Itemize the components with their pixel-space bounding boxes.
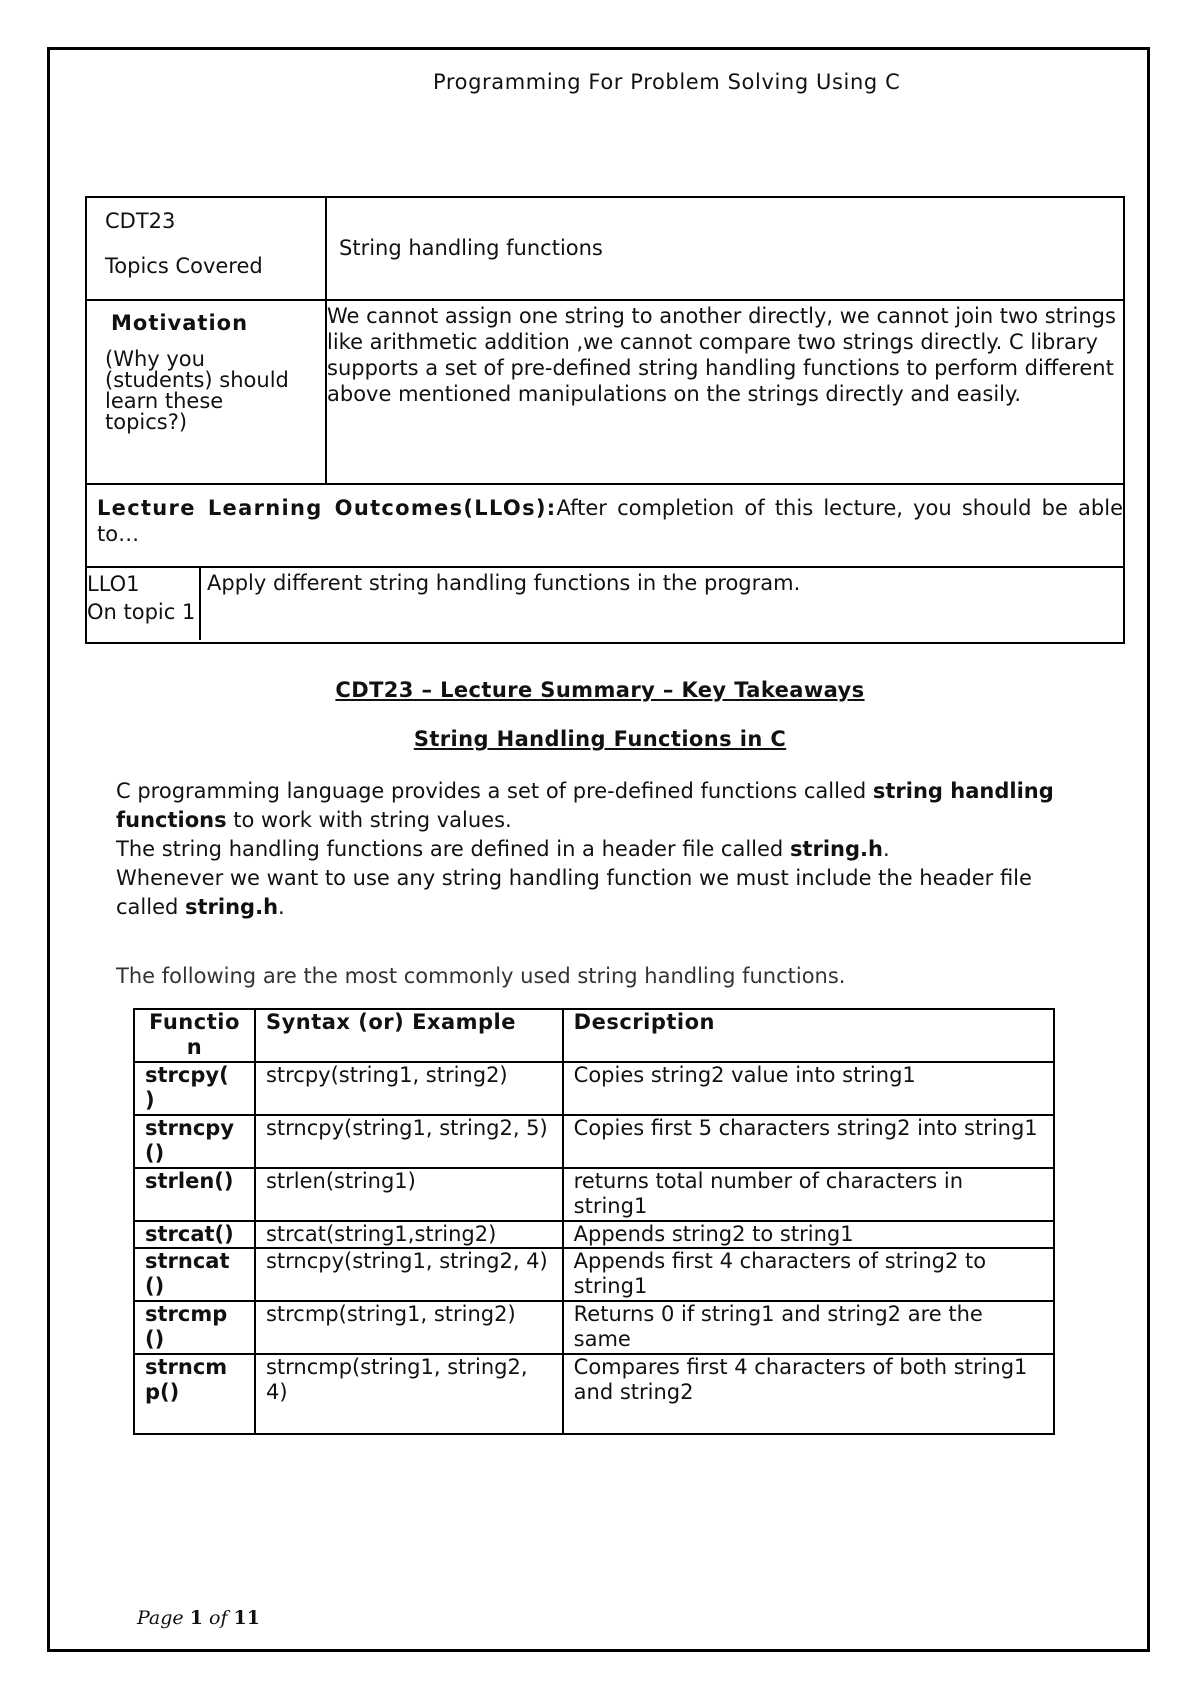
function-name: strcmp () <box>134 1301 255 1354</box>
code-cell <box>86 197 326 300</box>
intro-p2-bold: string.h <box>789 837 883 861</box>
table-header-row <box>134 1009 1054 1062</box>
footer-page-number: 1 <box>189 1607 203 1629</box>
llo1-label-cell <box>87 568 201 640</box>
intro-p3-a: Whenever we want to use any string handling function we must include the header file called <box>116 866 1032 919</box>
function-description: Compares first 4 characters of both string1 and string2 <box>563 1354 1054 1434</box>
lecture-info-table <box>85 196 1125 644</box>
function-name: strncpy () <box>134 1115 255 1168</box>
header-description: Description <box>563 1009 1054 1062</box>
intro-p1-b: to work with string values. <box>226 808 512 832</box>
function-name: strcat() <box>134 1221 255 1248</box>
llo1-row <box>86 567 1124 643</box>
function-syntax: strcat(string1,string2) <box>255 1221 563 1248</box>
table-row <box>134 1354 1054 1434</box>
function-name: strcpy( ) <box>134 1062 255 1115</box>
llo-heading <box>87 485 1123 547</box>
function-description: Copies first 5 characters string2 into string1 <box>563 1115 1054 1168</box>
llo1-label-line2: On topic 1 <box>87 600 196 624</box>
intro-p3-b: . <box>278 895 285 919</box>
motivation-label-cell <box>86 300 326 484</box>
document-title-text: Programming For Problem Solving Using C <box>433 70 901 94</box>
llo-heading-rest: After completion of this lecture, you should be able to… <box>97 496 1123 546</box>
llo1-text-cell <box>201 568 1123 640</box>
table-row <box>134 1301 1054 1354</box>
llo-heading-row <box>86 484 1124 567</box>
llo1-label-line1: LLO1 <box>87 572 140 596</box>
function-description: Appends string2 to string1 <box>563 1221 1054 1248</box>
intro-text <box>116 777 1096 922</box>
intro-p1-a: C programming language provides a set of pre-defined functions called <box>116 779 873 803</box>
intro-paragraph-1 <box>116 777 1096 835</box>
function-syntax: strncpy(string1, string2, 4) <box>255 1248 563 1301</box>
page-footer <box>137 1607 260 1629</box>
function-syntax: strlen(string1) <box>255 1168 563 1221</box>
table-row <box>134 1168 1054 1221</box>
table-row <box>134 1062 1054 1115</box>
function-description: returns total number of characters in string1 <box>563 1168 1054 1221</box>
functions-lead-line: The following are the most commonly used string handling functions. <box>116 964 846 988</box>
header-syntax: Syntax (or) Example <box>255 1009 563 1062</box>
table-row <box>134 1221 1054 1248</box>
motivation-subtitle: (Why you (students) should learn these topics?) <box>105 347 289 434</box>
topic-row <box>86 197 1124 300</box>
function-name: strncat () <box>134 1248 255 1301</box>
footer-page-word: Page <box>137 1607 184 1629</box>
string-functions-table <box>133 1008 1055 1435</box>
summary-title: CDT23 – Lecture Summary – Key Takeaways <box>335 678 865 702</box>
function-description: Appends first 4 characters of string2 to string1 <box>563 1248 1054 1301</box>
function-name: strlen() <box>134 1168 255 1221</box>
table-row <box>134 1115 1054 1168</box>
motivation-row <box>86 300 1124 484</box>
llo1-cell <box>86 567 1124 643</box>
section-title: String Handling Functions in C <box>413 727 787 751</box>
function-syntax: strcpy(string1, string2) <box>255 1062 563 1115</box>
intro-p1-bold: string handling functions <box>116 779 1054 832</box>
footer-of-word: of <box>209 1607 228 1629</box>
llo-heading-bold: Lecture Learning Outcomes(LLOs): <box>97 496 557 520</box>
function-description: Returns 0 if string1 and string2 are the same <box>563 1301 1054 1354</box>
function-syntax: strncmp(string1, string2, 4) <box>255 1354 563 1434</box>
topic-value-cell <box>326 197 1124 300</box>
motivation-text-cell <box>326 300 1124 484</box>
course-code: CDT23 <box>105 209 176 233</box>
llo-heading-cell <box>86 484 1124 567</box>
footer-total-pages: 11 <box>233 1607 260 1629</box>
topics-covered-value: String handling functions <box>339 236 603 260</box>
function-syntax: strcmp(string1, string2) <box>255 1301 563 1354</box>
intro-p2-a: The string handling functions are defined in a header file called <box>116 837 790 861</box>
intro-p2-b: . <box>882 837 890 861</box>
motivation-text: We cannot assign one string to another directly, we cannot join two strings like arithmetic addition ,we cannot compare two strings directly. C library supports a set of pre-defined string handling functions to perform different above mentioned manipulations on the strings directly and easily. <box>327 304 1116 406</box>
intro-p3-bold: string.h <box>185 895 279 919</box>
motivation-label: Motivation <box>111 311 249 335</box>
llo1-text: Apply different string handling functions in the program. <box>207 571 801 595</box>
intro-paragraph-2 <box>116 835 1096 864</box>
table-row <box>134 1248 1054 1301</box>
function-description: Copies string2 value into string1 <box>563 1062 1054 1115</box>
function-name: strncm p() <box>134 1354 255 1434</box>
intro-paragraph-3 <box>116 864 1096 922</box>
topics-covered-label: Topics Covered <box>105 254 263 278</box>
header-function: Functio n <box>134 1009 255 1062</box>
function-syntax: strncpy(string1, string2, 5) <box>255 1115 563 1168</box>
